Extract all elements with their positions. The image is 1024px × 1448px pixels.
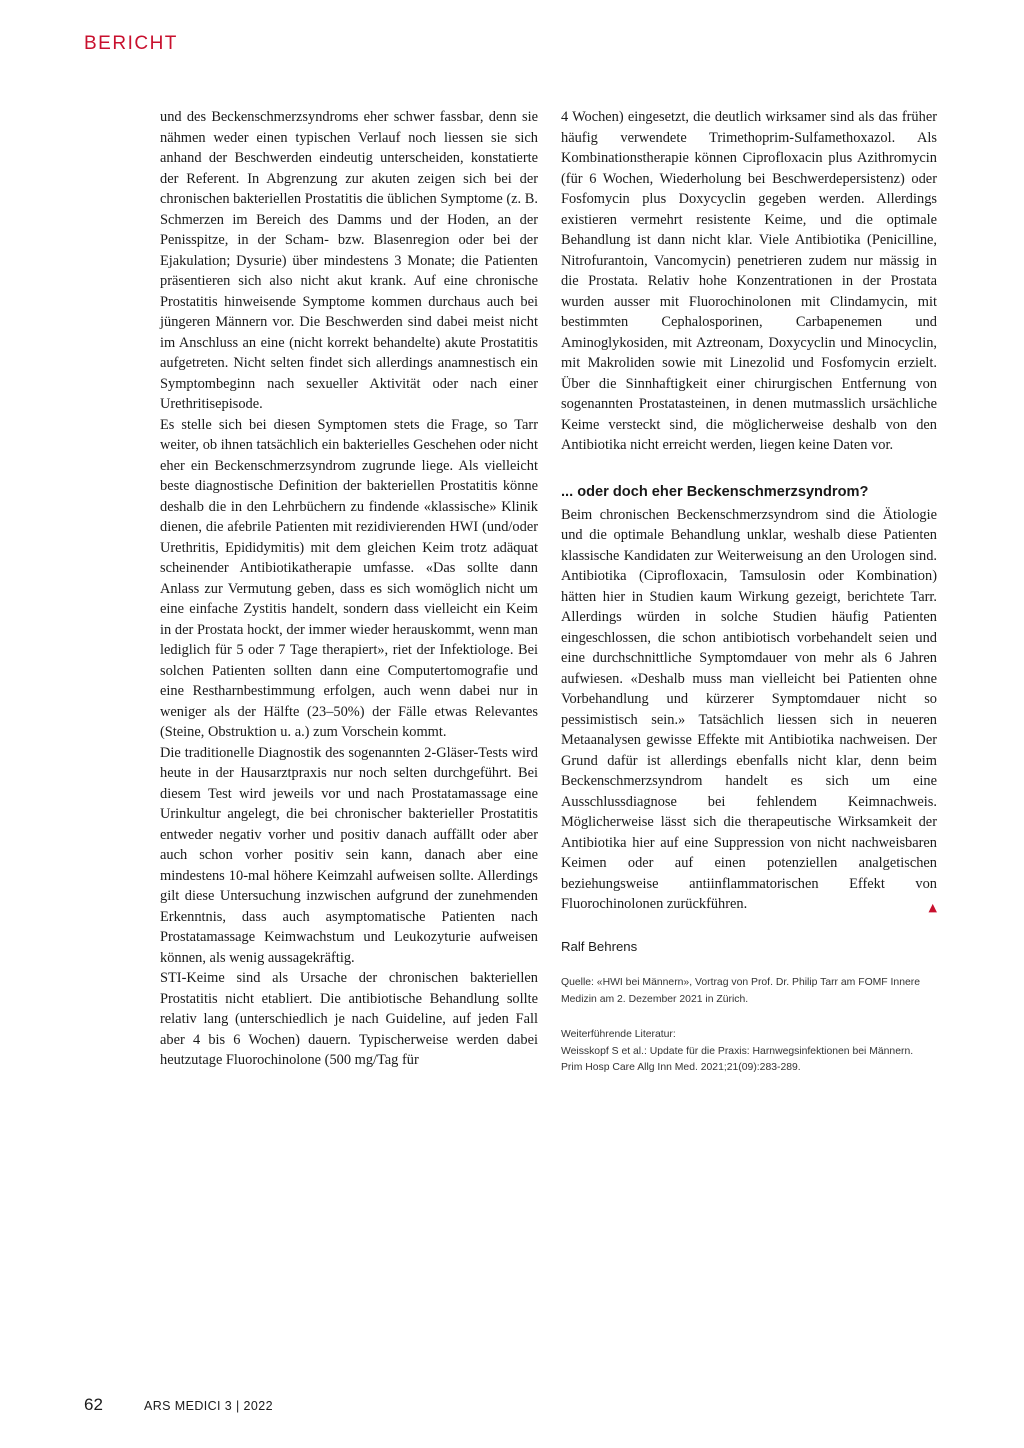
paragraph: Die traditionelle Diagnostik des sogenannten 2-Gläser-Tests wird heute in der Hausarztpraxis nur noch selten durchgeführt. Bei diesem Test wird jeweils vor und nach Prostatamassage eine Urinkultur angelegt, die bei chronischer bakterieller Prostatitis entweder negativ vorher und positiv danach auffällt oder aber auch schon vorher positiv sein kann, danach aber eine mindestens 10-mal höhere Keimzahl aufweisen sollte. Allerdings gilt diese Untersuchung inzwischen aufgrund der zunehmenden Erkenntnis, dass auch asymptomatische Patienten nach Prostatamassage Keimwachstum und Leukozyturie aufweisen können, als wenig aussagekräftig. bbox=[160, 744, 538, 966]
source-note: Quelle: «HWI bei Männern», Vortrag von Prof. Dr. Philip Tarr am FOMF Innere Medizin am 2. Dezember 2021 in Zürich. bbox=[561, 977, 921, 1005]
paragraph: 4 Wochen) eingesetzt, die deutlich wirksamer sind als das früher häufig verwendete Trimethoprim-Sulfamethoxazol. Als Kombinationstherapie können Ciprofloxacin plus Azithromycin (für 6 Wochen, Wiederholung bei Beschwerdepersistenz) oder Fosfomycin plus Doxycyclin gegeben werden. Allerdings existieren vermehrt resistente Keime, und die optimale Behandlung ist dann nicht klar. Viele Antibiotika (Penicilline, Nitrofurantoin, Vancomycin) penetrieren zudem nur mässig in die Prostata. Relativ hohe Konzentrationen in der Prostata wurden ausser mit Fluorochinolonen mit Clindamycin, mit bestimmten Cephalosporinen, Carbapenemen und Aminoglykosiden, mit Aztreonam, Doxycyclin und Minocyclin, mit Makroliden sowie mit Linezolid und Fosfomycin erzielt. Über die Sinnhaftigkeit einer chirurgischen Entfernung von sogenannten Prostatasteinen, in denen mutmasslich ursächliche Keime versteckt sind, die möglicherweise deshalb von den Antibiotika nicht erreicht werden, liegen keine Daten vor. bbox=[561, 109, 937, 453]
paragraph: Es stelle sich bei diesen Symptomen stets die Frage, so Tarr weiter, ob ihnen tatsächlich ein bakterielles Geschehen oder nicht eher ein Beckenschmerzsyndrom zugrunde liege. Als vielleicht beste diagnostische Definition der bakteriellen Prostatitis könne deshalb die in den Lehrbüchern zu findende «klassische» Klinik dienen, die afebrile Patienten mit rezidivierenden HWI (und/oder Urethritis, Epididymitis) mit dem gleichen Keim trotz adäquat scheinender Antibiotikatherapie umfasse. «Das sollte dann Anlass zur Vermutung geben, dass es sich womöglich nicht um eine einfache Zystitis handelt, sondern dass vielleicht ein Keim in der Prostata hockt, der immer wieder herauskommt, wenn man lediglich für 5 oder 7 Tage therapiert», riet der Infektiologe. Bei solchen Patienten sollten dann eine Computertomografie und eine Restharnbestimmung erfolgen, auch wenn dabei nur in weniger als der Hälfte (23–50%) der Fälle etwas Relevantes (Steine, Obstruktion u. a.) zum Vorschein kommt. bbox=[160, 416, 538, 740]
author: Ralf Behrens bbox=[561, 938, 638, 954]
section-label: BERICHT bbox=[84, 33, 178, 54]
literature-label: Weiterführende Literatur: bbox=[561, 1029, 676, 1040]
literature-reference: Weisskopf S et al.: Update für die Praxis: Harnwegsinfektionen bei Männern. Prim Hosp Care Allg Inn Med. 2021;21(09):283-289. bbox=[561, 1045, 914, 1073]
end-of-article-triangle-icon: ▲ bbox=[928, 901, 937, 914]
page-footer bbox=[84, 1395, 273, 1415]
section-heading: ... oder doch eher Beckenschmerzsyndrom? bbox=[561, 483, 869, 500]
paragraph: STI-Keime sind als Ursache der chronischen bakteriellen Prostatitis nicht etabliert. Die antibiotische Behandlung sollte relativ lang (unterschiedlich je nach Guideline, auf jeden Fall aber 4 bis 6 Wochen) dauern. Typischerweise werden dabei heutzutage Fluorochinolone (500 mg/Tag für bbox=[160, 970, 538, 1068]
paragraph bbox=[561, 505, 937, 915]
paragraph: und des Beckenschmerzsyndroms eher schwer fassbar, denn sie nähmen weder einen typischen Verlauf noch liessen sie sich anhand der Beschwerden eindeutig unterscheiden, konstatierte der Referent. In Abgrenzung zur akuten zeigen sich bei der chronischen bakteriellen Prostatitis die üblichen Symptome (z. B. Schmerzen im Bereich des Damms und der Hoden, an der Penisspitze, in der Scham- bzw. Blasenregion oder bei der Ejakulation; Dysurie) über mindestens 3 Monate; die Patienten präsentieren sich also nicht akut krank. Auf eine chronische Prostatitis hinweisende Symptome kommen durchaus auch bei jüngeren Männern vor. Die Beschwerden sind dabei meist nicht im Anschluss an eine (nicht korrekt behandelte) akute Prostatitis aufgetreten. Nicht selten findet sich allerdings anamnestisch ein Symptombeginn nach sexueller Aktivität oder nach einer Urethritisepisode. bbox=[160, 109, 538, 412]
journal-name: ARS MEDICI 3 | 2022 bbox=[144, 1399, 273, 1413]
page-number: 62 bbox=[84, 1395, 103, 1414]
section-text: Beim chronischen Beckenschmerzsyndrom sind die Ätiologie und die optimale Behandlung unklar, weshalb diese Patienten klassische Kandidaten zur Weiterweisung an den Urologen sind. Antibiotika (Ciprofloxacin, Tamsulosin oder Kombination) hätten hier in Studien kaum Wirkung gezeigt, berichtete Tarr. Allerdings würden in solche Studien häufig Patienten eingeschlossen, die schon antibiotisch vorbehandelt seien und eine durchschnittliche Symptomdauer von mehr als 6 Jahren aufwiesen. «Deshalb muss man vielleicht bei Patienten ohne Vorbehandlung und kürzerer Symptomdauer nicht so pessimistisch sein.» Tatsächlich liessen sich in neueren Metaanalysen gewisse Effekte mit Antibiotika nachweisen. Der Grund dafür ist allerdings ebenfalls nicht klar, denn beim Beckenschmerzsyndrom handelt es sich um eine Ausschlussdiagnose bei fehlendem Keimnachweis. Möglicherweise lässt sich die therapeutische Wirksamkeit der Antibiotika hier auf eine Suppression von nicht nachweisbaren Keimen oder auf einen potenziellen analgetischen beziehungsweise antiinflammatorischen Effekt von Fluorochinolonen zurückführen. bbox=[561, 506, 937, 912]
left-column bbox=[160, 107, 538, 1071]
right-column bbox=[561, 107, 937, 1077]
literature-note bbox=[561, 1027, 937, 1077]
